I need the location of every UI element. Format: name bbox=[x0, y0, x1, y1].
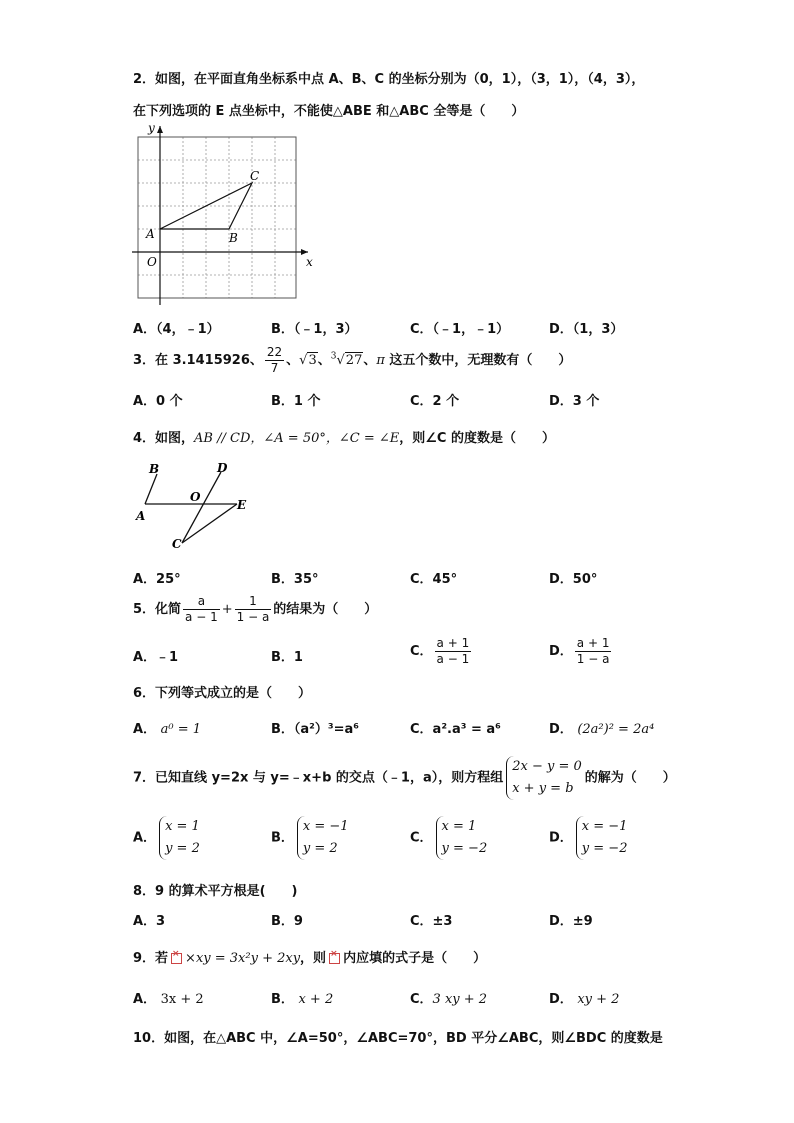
q4-expr: AB // CD，∠A = 50°，∠C = ∠E bbox=[194, 431, 400, 446]
q3-fraction: $\frac{22}{7}$ bbox=[266, 345, 283, 375]
fig-label-a: A bbox=[136, 509, 146, 523]
q6-option-a[interactable]: A． a⁰ = 1 bbox=[133, 722, 201, 737]
q9-stem: 9．若× ×xy = 3x²y + 2xy，则× 内应填的式子是（ ） bbox=[133, 947, 486, 966]
q8-option-a[interactable]: A．3 bbox=[133, 914, 166, 929]
q10-stem: 10．如图，在△ABC 中，∠A=50°，∠ABC=70°，BD 平分∠ABC，则∠BDC 的度数是 bbox=[133, 1031, 663, 1046]
fig-label-o: O bbox=[190, 490, 201, 504]
q3-option-c[interactable]: C．2 个 bbox=[410, 394, 460, 409]
q5-option-d[interactable]: D． $\frac{a + 1}{1 - a}$ bbox=[549, 636, 610, 666]
q3-option-d[interactable]: D．3 个 bbox=[549, 394, 600, 409]
q5-option-a[interactable]: A．﹣1 bbox=[133, 650, 179, 665]
q8-stem: 8．9 的算术平方根是( ) bbox=[133, 884, 298, 899]
q3-pre: 3．在 3.1415926、 bbox=[133, 353, 263, 368]
q2-option-b[interactable]: B．（﹣1，3） bbox=[271, 322, 358, 337]
q4-option-a[interactable]: A．25° bbox=[133, 572, 181, 587]
q2-coordinate-graph bbox=[130, 120, 320, 310]
q3-option-a[interactable]: A．0 个 bbox=[133, 394, 183, 409]
fig-label-e: E bbox=[237, 498, 247, 512]
q4-stem: 4．如图，AB // CD，∠A = 50°，∠C = ∠E，则∠C 的度数是（ ） bbox=[133, 431, 555, 446]
q6-option-d[interactable]: D． (2a²)² = 2a⁴ bbox=[549, 722, 655, 737]
q8-option-b[interactable]: B．9 bbox=[271, 914, 303, 929]
q5-option-b[interactable]: B．1 bbox=[271, 650, 303, 665]
q3-option-b[interactable]: B．1 个 bbox=[271, 394, 321, 409]
q6-stem: 6．下列等式成立的是（ ） bbox=[133, 686, 312, 701]
q2-line2: 在下列选项的 E 点坐标中，不能使△ABE 和△ABC 全等是（ ） bbox=[133, 104, 525, 119]
label-b: B bbox=[229, 231, 238, 245]
label-c: C bbox=[250, 169, 260, 183]
fig-label-b: B bbox=[149, 462, 160, 476]
q7-option-b[interactable]: B． x = −1 y = 2 bbox=[271, 816, 352, 860]
q2-line1: 2．如图，在平面直角坐标系中点 A、B、C 的坐标分别为（0，1），（3，1），（4，3）， bbox=[133, 72, 645, 87]
q7-option-c[interactable]: C． x = 1 y = −2 bbox=[410, 816, 490, 860]
q4-option-b[interactable]: B．35° bbox=[271, 572, 319, 587]
label-y: y bbox=[148, 121, 155, 135]
q3-sqrt3: 3 bbox=[308, 353, 317, 368]
q7-option-a[interactable]: A． x = 1 y = 2 bbox=[133, 816, 203, 860]
q7-stem: 7．已知直线 y=2x 与 y=﹣x+b 的交点（﹣1，a），则方程组 2x − y = 0 x + y = b 的解为（ ） bbox=[133, 756, 676, 800]
q5-stem: 5．化简 $\frac{a}{a - 1}$ + $\frac{1}{1 - a}$ 的结果为（ ） bbox=[133, 594, 378, 624]
q6-option-b[interactable]: B．（a²）³=a⁶ bbox=[271, 722, 359, 737]
q9-option-d[interactable]: D． xy + 2 bbox=[549, 992, 620, 1007]
q7-system: 2x − y = 0 x + y = b bbox=[506, 756, 582, 800]
q8-option-c[interactable]: C．±3 bbox=[410, 914, 453, 929]
fig-label-c: C bbox=[172, 537, 182, 551]
q5-option-c[interactable]: C． $\frac{a + 1}{a - 1}$ bbox=[410, 636, 470, 666]
missing-image-icon bbox=[171, 953, 182, 964]
q3-cbrt27: 27 bbox=[345, 353, 363, 368]
q8-option-d[interactable]: D．±9 bbox=[549, 914, 593, 929]
q2-option-d[interactable]: D．（1，3） bbox=[549, 322, 624, 337]
label-a: A bbox=[146, 227, 155, 241]
q2-option-a[interactable]: A．（4，﹣1） bbox=[133, 322, 220, 337]
q9-option-c[interactable]: C．3 xy + 2 bbox=[410, 992, 488, 1007]
q4-option-c[interactable]: C．45° bbox=[410, 572, 458, 587]
q4-figure bbox=[133, 460, 258, 552]
label-o: O bbox=[147, 255, 157, 269]
missing-image-icon bbox=[329, 953, 340, 964]
q3-stem: 3．在 3.1415926、 $\frac{22}{7}$ 、√3、$^3$√27、π 这五个数中，无理数有（ ） bbox=[133, 345, 572, 375]
label-x: x bbox=[306, 255, 313, 269]
q2-option-c[interactable]: C．（﹣1，﹣1） bbox=[410, 322, 510, 337]
q9-option-b[interactable]: B． x + 2 bbox=[271, 992, 334, 1007]
q9-option-a[interactable]: A． 3x + 2 bbox=[133, 992, 204, 1007]
q4-option-d[interactable]: D．50° bbox=[549, 572, 598, 587]
q3-pi: π bbox=[376, 353, 385, 368]
q7-option-d[interactable]: D． x = −1 y = −2 bbox=[549, 816, 630, 860]
q6-option-c[interactable]: C．a².a³ = a⁶ bbox=[410, 722, 501, 737]
fig-label-d: D bbox=[217, 461, 228, 475]
